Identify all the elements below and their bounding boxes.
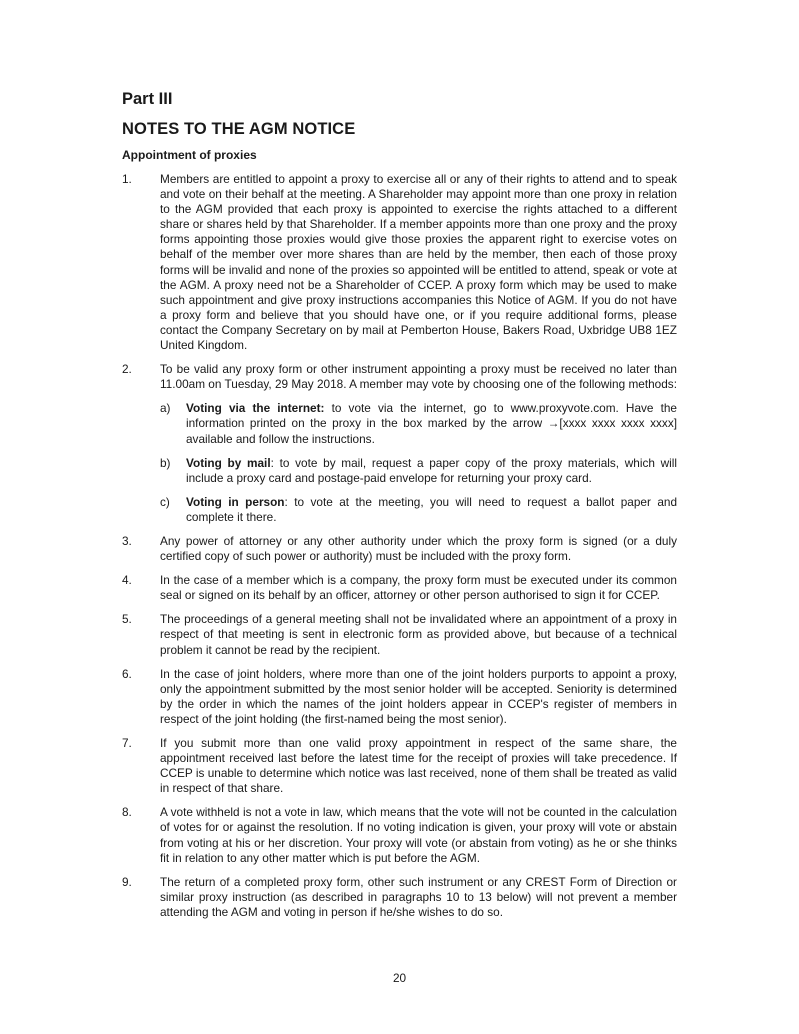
note-number: 4. [122, 573, 132, 588]
note-number: 3. [122, 533, 132, 548]
note-text: The return of a completed proxy form, other such instrument or any CREST Form of Direction or similar proxy instruction (as described in paragraphs 10 to 13 below) will not prevent a member attending the AGM and voting in person if he/she wishes to do so. [160, 874, 677, 919]
method-letter: c) [160, 494, 170, 509]
method-letter: a) [160, 401, 171, 416]
page-number: 20 [392, 971, 407, 985]
method-description: to vote via the internet, go to www.proxyvote.com. Have the information printed on the proxy in the box marked by the arrow →[xxxx xxxx xxxx xxxx] available and follow the instructions. [186, 401, 677, 446]
voting-method-internet [160, 401, 677, 446]
method-label: Voting by mail [186, 455, 271, 470]
note-number: 9. [122, 874, 132, 889]
note-number: 1. [122, 172, 132, 186]
note-item [122, 875, 677, 920]
note-number: 6. [122, 666, 132, 681]
method-letter: b) [160, 455, 171, 470]
note-body [160, 362, 677, 525]
note-number: 2. [122, 362, 132, 377]
method-text [186, 495, 677, 525]
note-text: To be valid any proxy form or other instrument appointing a proxy must be received no later than 11.00am on Tuesday, 29 May 2018. A member may vote by choosing one of the following methods: [160, 362, 677, 392]
note-item [122, 667, 677, 727]
voting-method-mail [160, 456, 677, 486]
note-number: 5. [122, 612, 132, 627]
method-text [186, 401, 677, 446]
voting-method-in-person [160, 495, 677, 525]
note-item [122, 172, 677, 353]
note-item [122, 736, 677, 796]
note-text: If you submit more than one valid proxy appointment in respect of the same share, the appointment received last before the latest time for the receipt of proxies will take precedence. If CCEP is unable to determine which notice was last received, none of them shall be treated as valid in respect of that share. [160, 736, 677, 796]
section-subheading: Appointment of proxies [122, 148, 257, 162]
method-text [186, 456, 677, 486]
note-text: Any power of attorney or any other authority under which the proxy form is signed (or a duly certified copy of such power or authority) must be included with the proxy form. [160, 533, 677, 564]
note-text: Members are entitled to appoint a proxy to exercise all or any of their rights to attend and to speak and vote on their behalf at the meeting. A Shareholder may appoint more than one proxy in relation to the AGM provided that each proxy is appointed to exercise the rights attached to a different share or shares held by that Shareholder. If a member appoints more than one proxy and the proxy forms appointing those proxies would give those proxies the apparent right to exercise votes on behalf of the member over more shares than are held by the member, then each of those proxy forms will be invalid and none of the proxies so appointed will be entitled to attend, speak or vote at the AGM. A proxy need not be a Shareholder of CCEP. A proxy form which may be used to make such appointment and give proxy instructions accompanies this Notice of AGM. If you do not have a proxy form and believe that you should have one, or if you require additional forms, please contact the Company Secretary on by mail at Pemberton House, Bakers Road, Uxbridge UB8 1EZ United Kingdom. [160, 172, 677, 353]
note-text: In the case of joint holders, where more than one of the joint holders purports to appoint a proxy, only the appointment submitted by the most senior holder will be accepted. Seniority is determined by the order in which the names of the joint holders appear in CCEP's register of members in respect of the joint holding (the first-named being the most senior). [160, 666, 677, 726]
note-item [122, 612, 677, 657]
note-item [122, 573, 677, 603]
note-item [122, 805, 677, 865]
method-description: : to vote at the meeting, you will need to request a ballot paper and complete it there. [186, 494, 678, 524]
method-description: : to vote by mail, request a paper copy of the proxy materials, which will include a proxy card and postage-paid envelope for returning your proxy card. [186, 455, 677, 485]
method-label: Voting via the internet: [186, 401, 325, 416]
page-title: NOTES TO THE AGM NOTICE [122, 120, 356, 138]
note-item [122, 534, 677, 564]
note-text: The proceedings of a general meeting shall not be invalidated where an appointment of a proxy in respect of that meeting is sent in electronic form as provided above, but because of a technical problem it cannot be read by the recipient. [160, 612, 677, 657]
note-text: In the case of a member which is a company, the proxy form must be executed under its common seal or signed on its behalf by an officer, attorney or other person authorised to sign it for CCEP. [160, 573, 677, 603]
note-number: 8. [122, 805, 132, 820]
note-text: A vote withheld is not a vote in law, which means that the vote will not be counted in the calculation of votes for or against the resolution. If no voting indication is given, your proxy will vote or abstain from voting at his or her discretion. Your proxy will vote (or abstain from voting) as he or she thinks fit in relation to any other matter which is put before the AGM. [160, 805, 677, 865]
document-page [122, 89, 677, 929]
note-number: 7. [122, 736, 132, 750]
note-item [122, 362, 677, 525]
part-heading: Part III [122, 90, 173, 108]
method-label: Voting in person [186, 494, 285, 509]
